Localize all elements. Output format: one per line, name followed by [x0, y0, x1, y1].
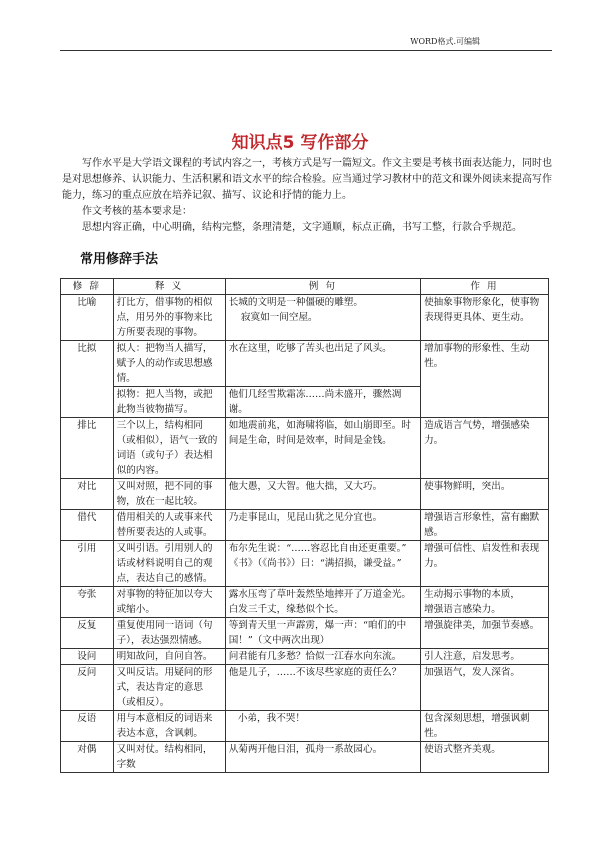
effect-cell: 引人注意，启发思考。 [421, 649, 549, 665]
effect-cell: 使事物鲜明，突出。 [421, 479, 549, 510]
effect-cell: 增强旋律美，加强节奏感。 [421, 618, 549, 649]
intro-paragraph-3: 思想内容正确，中心明确，结构完整，条理清楚，文字通顺，标点正确，书写工整，行款合乎规范。 [82, 222, 522, 233]
table-row [61, 742, 549, 773]
definition-cell: 明知故问，自问自答。 [113, 649, 225, 665]
example-cell: 他是儿子，……不该尽些家庭的责任么？ [225, 665, 420, 711]
effect-cell: 增强可信性、启发性和表现力。 [421, 541, 549, 587]
table-row [61, 295, 549, 341]
definition-cell: 重复使用同一语词（句子），表达强烈情感。 [113, 618, 225, 649]
effect-cell: 增加事物的形象性、生动性。 [421, 341, 549, 418]
example-cell: 等到青天里一声霹雳，爆一声：“咱们的中国！”（文中两次出现） [225, 618, 420, 649]
table-row [61, 665, 549, 711]
rhetoric-name: 借代 [61, 510, 114, 541]
rhetoric-name: 比喻 [61, 295, 114, 341]
definition-cell: 拟物：把人当物，或把此物当彼物描写。 [113, 387, 225, 418]
example-cell: 水在这里，吃够了苦头也出足了风头。 [225, 341, 420, 387]
table-row [61, 479, 549, 510]
header-cell-rhetoric: 修 辞 [61, 279, 114, 295]
table-header-row [61, 279, 549, 295]
effect-cell: 增强语言形象性，富有幽默感。 [421, 510, 549, 541]
effect-cell: 包含深刻思想，增强讽刺性。 [421, 711, 549, 742]
page-title: 知识点5 写作部分 [231, 133, 369, 153]
example-cell: 乃走事昆山，见昆山犹之见分宜也。 [225, 510, 420, 541]
header-text: WORD格式.可编辑 [410, 37, 480, 46]
example-cell: 问君能有几多愁？恰似一江春水向东流。 [225, 649, 420, 665]
effect-cell: 生动揭示事物的本质， 增强语言感染力。 [421, 587, 549, 618]
example-cell: 他们几经雪欺霜冻……尚未盛开，骤然凋谢。 [225, 387, 420, 418]
table-row [61, 418, 549, 479]
table-row [61, 510, 549, 541]
table-row [61, 341, 549, 387]
rhetoric-name: 反语 [61, 711, 114, 742]
rhetoric-name: 排比 [61, 418, 114, 479]
definition-cell: 又叫引语。引用别人的话或材料说明自己的观点，表达自己的感情。 [113, 541, 225, 587]
rhetoric-name: 对偶 [61, 742, 114, 773]
definition-cell: 打比方，借事物的相似点，用另外的事物来比方所要表现的事物。 [113, 295, 225, 341]
rhetoric-name: 设问 [61, 649, 114, 665]
effect-cell: 使抽象事物形象化，使事物表现得更具体、更生动。 [421, 295, 549, 341]
rhetoric-name: 反问 [61, 665, 114, 711]
definition-cell: 又叫反诘。用疑问的形式，表达肯定的意思（或相反）。 [113, 665, 225, 711]
definition-cell: 用与本意相反的词语来表达本意，含讽刺。 [113, 711, 225, 742]
rhetoric-name: 比拟 [61, 341, 114, 418]
effect-cell: 加强语气，发人深省。 [421, 665, 549, 711]
definition-cell: 又叫对仗。结构相同，字数 [113, 742, 225, 773]
rhetoric-name: 对比 [61, 479, 114, 510]
rhetoric-name: 引用 [61, 541, 114, 587]
definition-cell: 对事物的特征加以夸大或缩小。 [113, 587, 225, 618]
page-header [0, 0, 600, 48]
effect-cell: 使语式整齐美观。 [421, 742, 549, 773]
table-row [61, 649, 549, 665]
definition-cell: 借用相关的人或事来代替所要表达的人或事。 [113, 510, 225, 541]
header-cell-effect: 作 用 [421, 279, 549, 295]
intro-paragraph-1: 写作水平是大学语文课程的考试内容之一，考核方式是写一篇短文。作文主要是考核书面表达能力，同时也是对思想修养、认识能力、生活积累和语文水平的综合检验。应当通过学习教材中的范文和课外阅读来提高写作能力，练习的重点应放在培养记叙、描写、议论和抒情的能力上。 [62, 158, 552, 201]
header-cell-example: 例 句 [225, 279, 420, 295]
intro-paragraph-2: 作文考核的基本要求是： [82, 206, 192, 217]
example-cell: 他大愚，又大智。他大拙，又大巧。 [225, 479, 420, 510]
definition-cell: 拟人：把物当人描写，赋予人的动作或思想感情。 [113, 341, 225, 387]
example-cell: 布尔先生说：“……容忍比自由还更重要。” 《书》（《尚书》）曰：“满招损，谦受益。” [225, 541, 420, 587]
rhetoric-name: 反复 [61, 618, 114, 649]
header-rule [60, 50, 552, 51]
rhetoric-name: 夸张 [61, 587, 114, 618]
intro-block [62, 156, 556, 236]
rhetoric-table [60, 278, 549, 773]
example-cell: 小弟，我不哭！ [225, 711, 420, 742]
table-row [61, 711, 549, 742]
table-row [61, 587, 549, 618]
section-title: 常用修辞手法 [80, 252, 159, 267]
definition-cell: 又叫对照，把不同的事物，放在一起比较。 [113, 479, 225, 510]
example-cell: 长城的文明是一种僵硬的雕塑。 寂寞如一间空屋。 [225, 295, 420, 341]
effect-cell: 造成语言气势，增强感染力。 [421, 418, 549, 479]
definition-cell: 三个以上，结构相同（或相似），语气一致的词语（或句子）表达相似的内容。 [113, 418, 225, 479]
table-row [61, 618, 549, 649]
example-cell: 如地震前兆，如海啸将临，如山崩即至。时间是生命，时间是效率，时间是金钱。 [225, 418, 420, 479]
example-cell: 从菊两开他日泪，孤舟一系故园心。 [225, 742, 420, 773]
table-row [61, 541, 549, 587]
example-cell: 露水压弯了草叶轰然坠地摔开了万道金光。 白发三千丈，缘愁似个长。 [225, 587, 420, 618]
header-cell-definition: 释 义 [113, 279, 225, 295]
